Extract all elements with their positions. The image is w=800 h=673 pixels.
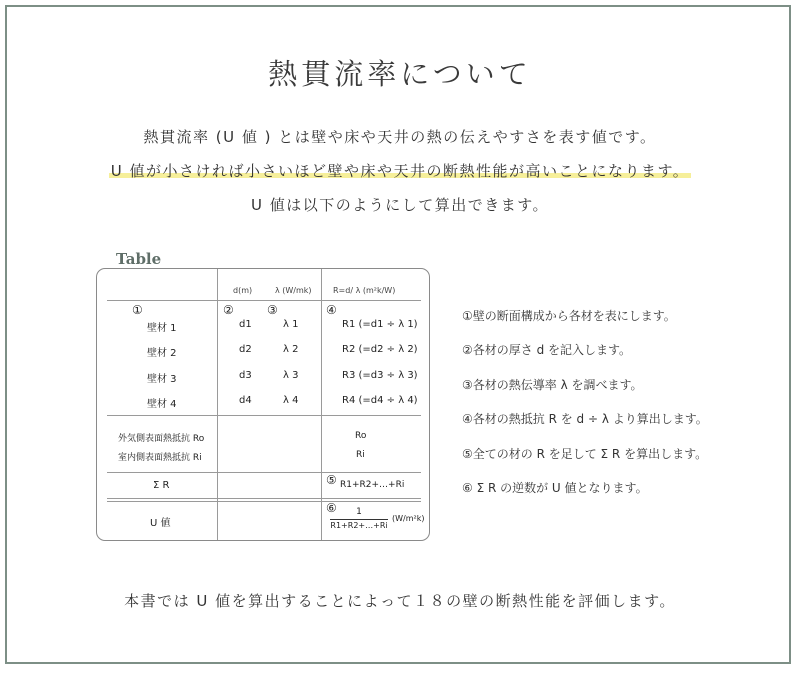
step-item: ④各材の熱抵抗 R を d ÷ λ より算出します。 xyxy=(462,412,708,427)
surface-outer-name: 外気側表面熱抵抗 Ro xyxy=(118,434,205,444)
sum-name: Σ R xyxy=(153,480,170,491)
intro-line-3: U 値は以下のようにして算出できます。 xyxy=(250,196,550,214)
header-lambda: λ (W/mk) xyxy=(275,286,312,295)
marker-4: ④ xyxy=(326,303,337,317)
table-row-name: 壁材 1 xyxy=(147,323,177,334)
page-title: 熱貫流率について xyxy=(268,57,532,91)
intro-highlight: U 値が小さければ小さいほど壁や床や天井の断熱性能が高いことになります。 xyxy=(110,162,690,180)
marker-5: ⑤ xyxy=(326,473,337,487)
step-item: ⑤全ての材の R を足して Σ R を算出します。 xyxy=(462,446,708,461)
sum-r: R1+R2+…+Ri xyxy=(340,480,405,490)
marker-6: ⑥ xyxy=(326,501,337,515)
table-row-lambda: λ 4 xyxy=(283,395,299,406)
table-row-name: 壁材 3 xyxy=(147,374,177,385)
footer-text: 本書では U 値を算出することによって１８の壁の断熱性能を評価します。 xyxy=(124,592,676,610)
u-unit: (W/m²k) xyxy=(392,514,425,523)
table-row-r: R2 (=d2 ÷ λ 2) xyxy=(342,344,418,355)
table-row-lambda: λ 3 xyxy=(283,370,299,381)
header-d: d(m) xyxy=(233,286,253,295)
header-r: R=d/ λ (m²k/W) xyxy=(333,286,396,295)
surface-inner-name: 室内側表面熱抵抗 Ri xyxy=(118,453,202,463)
table-row-lambda: λ 1 xyxy=(283,319,299,330)
table-row-name: 壁材 2 xyxy=(147,348,177,359)
table-row-d: d2 xyxy=(239,344,252,355)
table-row-lambda: λ 2 xyxy=(283,344,299,355)
table-row-d: d4 xyxy=(239,395,252,406)
surface-inner-r: Ri xyxy=(356,450,365,460)
table-row-name: 壁材 4 xyxy=(147,399,177,410)
u-value-table xyxy=(96,268,430,541)
intro-line-2 xyxy=(0,160,800,181)
table-row-d: d3 xyxy=(239,370,252,381)
table-row-r: R4 (=d4 ÷ λ 4) xyxy=(342,395,418,406)
table-row-r: R3 (=d3 ÷ λ 3) xyxy=(342,370,418,381)
step-item: ①壁の断面構成から各材を表にします。 xyxy=(462,309,676,323)
surface-outer-r: Ro xyxy=(355,431,367,441)
steps-list xyxy=(462,306,708,512)
u-denominator: R1+R2+…+Ri xyxy=(330,521,388,530)
marker-2: ② xyxy=(223,303,234,317)
intro-line-1: 熱貫流率 (U 値 ) とは壁や床や天井の熱の伝えやすさを表す値です。 xyxy=(143,128,657,146)
u-value-name: U 値 xyxy=(150,518,171,529)
table-row-d: d1 xyxy=(239,319,252,330)
marker-3: ③ xyxy=(267,303,278,317)
step-item: ②各材の厚さ d を記入します。 xyxy=(462,343,632,358)
table-label: Table xyxy=(116,250,162,268)
table-row-r: R1 (=d1 ÷ λ 1) xyxy=(342,319,418,330)
marker-1: ① xyxy=(132,303,143,317)
step-item: ③各材の熱伝導率 λ を調べます。 xyxy=(462,377,643,392)
fraction-bar xyxy=(330,519,388,520)
step-item: ⑥ Σ R の逆数が U 値となります。 xyxy=(462,480,648,495)
u-numerator: 1 xyxy=(356,507,362,517)
